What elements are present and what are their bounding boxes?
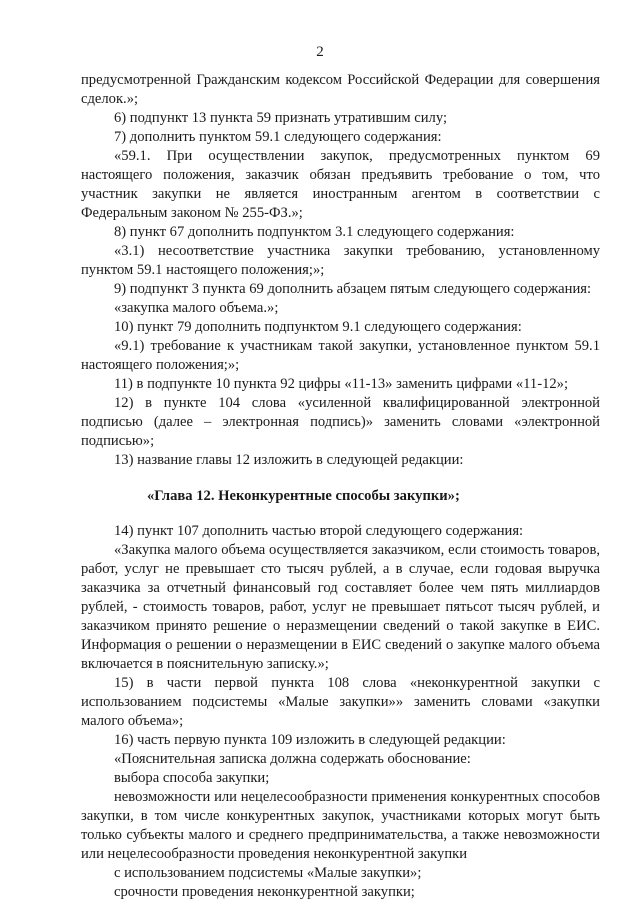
paragraph: 8) пункт 67 дополнить подпунктом 3.1 следующего содержания: <box>114 224 515 240</box>
paragraph: 16) часть первую пункта 109 изложить в следующей редакции: <box>114 732 506 748</box>
paragraph: «59.1. При осуществлении закупок, предусмотренных пунктом 69 настоящего положения, заказчик обязан предъявить требование о том, что участник закупки не является иностранным агентом в соответствии с Федеральным законом № 255-ФЗ.»; <box>81 148 600 221</box>
document-body <box>81 71 600 902</box>
paragraph: 15) в части первой пункта 108 слова «неконкурентной закупки с использованием подсистемы «Малые закупки»» заменить словами «закупки малого объема»; <box>81 675 600 729</box>
paragraph: 6) подпункт 13 пункта 59 признать утратившим силу; <box>114 110 447 126</box>
paragraph: предусмотренной Гражданским кодексом Российской Федерации для совершения сделок.»; <box>81 72 600 107</box>
paragraph: 11) в подпункте 10 пункта 92 цифры «11-13» заменить цифрами «11-12»; <box>114 376 569 392</box>
paragraph: 14) пункт 107 дополнить частью второй следующего содержания: <box>114 523 524 539</box>
paragraph: 7) дополнить пунктом 59.1 следующего содержания: <box>114 129 442 145</box>
paragraph: выбора способа закупки; <box>114 770 270 786</box>
paragraph: «закупка малого объема.»; <box>114 300 279 316</box>
paragraph: невозможности или нецелесообразности применения конкурентных способов закупки, в том числе конкурентных закупок, участниками которых могут быть только субъекты малого и среднего предпринимательства, а также невозможности или нецелесообразности проведения неконкурентной закупки <box>81 789 600 862</box>
paragraph: 13) название главы 12 изложить в следующей редакции: <box>114 452 464 468</box>
paragraph: «Пояснительная записка должна содержать обоснование: <box>114 751 471 767</box>
page-number: 2 <box>316 44 324 60</box>
paragraph: «Закупка малого объема осуществляется заказчиком, если стоимость товаров, работ, услуг не превышает сто тысяч рублей, а в случае, если годовая выручка заказчика за отчетный финансовый год составляет более чем пять миллиардов рублей, - стоимость товаров, работ, услуг не превышает пятьсот тысяч рублей, и заказчиком принято решение о неразмещении сведений о такой закупке в ЕИС. Информация о решении о неразмещении в ЕИС сведений о закупке малого объема включается в пояснительную записку.»; <box>81 542 600 672</box>
chapter-heading: «Глава 12. Неконкурентные способы закупки»; <box>147 488 460 504</box>
paragraph: 12) в пункте 104 слова «усиленной квалифицированной электронной подписью (далее – электронная подпись)» заменить словами «электронной подписью»; <box>81 395 600 449</box>
paragraph: 9) подпункт 3 пункта 69 дополнить абзацем пятым следующего содержания: <box>114 281 592 297</box>
paragraph: «3.1) несоответствие участника закупки требованию, установленному пунктом 59.1 настоящего положения;»; <box>81 243 600 278</box>
paragraph: «9.1) требование к участникам такой закупки, установленное пунктом 59.1 настоящего положения;»; <box>81 338 600 373</box>
paragraph: 10) пункт 79 дополнить подпунктом 9.1 следующего содержания: <box>114 319 522 335</box>
paragraph: с использованием подсистемы «Малые закупки»; <box>114 865 422 881</box>
paragraph: срочности проведения неконкурентной закупки; <box>114 884 415 900</box>
